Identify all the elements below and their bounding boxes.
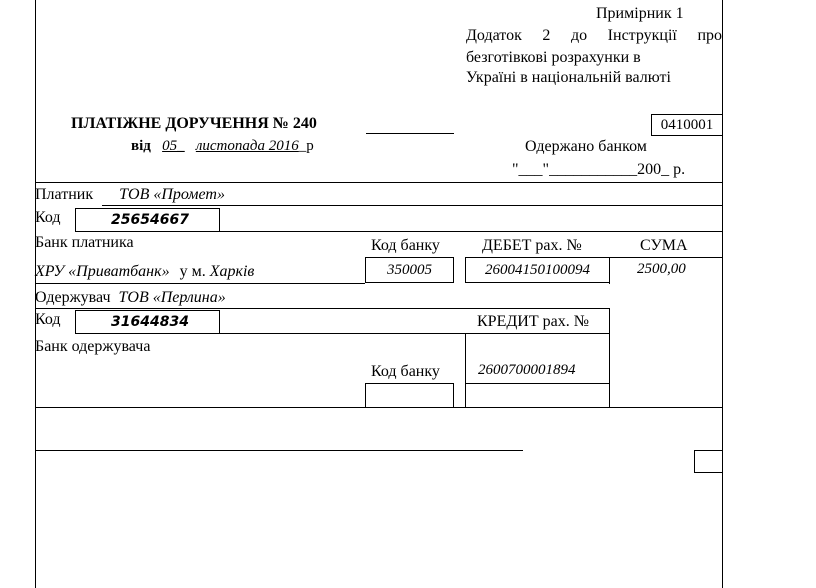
payee-row (35, 289, 226, 307)
form-code-box (651, 114, 723, 136)
payer-code-underline (220, 231, 722, 232)
payer-row (35, 186, 225, 204)
payee-code-underline (220, 333, 610, 334)
debit-account-header: ДЕБЕТ рах. № (482, 237, 582, 254)
credit-account: 2600700001894 (478, 362, 576, 378)
payer-label: Платник (35, 186, 94, 203)
payee-bank-code-header: Код банку (371, 363, 440, 380)
date-month-year: листопада 2016 (195, 138, 299, 154)
date-day: 05_ (162, 138, 185, 154)
payer-bank-city-prefix: у м. (179, 263, 206, 280)
payer-code-box (75, 208, 220, 232)
document-date (131, 138, 314, 155)
payee-name: ТОВ «Перлина» (118, 289, 226, 306)
section-top-line (35, 182, 722, 183)
payer-bank-row (35, 263, 254, 281)
payer-bank-city: Харків (209, 263, 255, 280)
appendix-line-1: Додаток 2 до Інструкції про (466, 27, 722, 44)
payer-name: ТОВ «Промет» (119, 186, 225, 203)
payer-bank-name: ХРУ «Приватбанк» (35, 263, 170, 280)
sum-column-left (609, 257, 610, 284)
payee-code-box (75, 310, 220, 334)
payee-bank-label: Банк одержувача (35, 338, 151, 355)
number-underline (366, 133, 454, 134)
debit-account: 26004150100094 (485, 262, 590, 278)
payer-name-underline (102, 205, 722, 206)
date-suffix: _р (298, 138, 314, 154)
payer-bank-code-box (365, 257, 454, 283)
payee-bank-code-box (365, 383, 454, 408)
purpose-line (35, 450, 523, 451)
payer-bank-underline (35, 283, 365, 284)
debit-account-box (465, 257, 610, 283)
received-by-bank-label: Одержано банком (525, 138, 647, 155)
received-date-template: "___"___________200_ р. (512, 161, 686, 178)
frame-right-border (722, 0, 723, 588)
form-code: 0410001 (660, 117, 714, 133)
sum-header: СУМА (640, 237, 688, 254)
credit-box-left (465, 333, 466, 383)
payee-name-underline (35, 308, 610, 309)
payer-bank-code: 350005 (387, 262, 432, 278)
document-title: ПЛАТІЖНЕ ДОРУЧЕННЯ № 240 (71, 115, 317, 132)
credit-account-header: КРЕДИТ рах. № (477, 313, 589, 330)
payee-label: Одержувач (35, 289, 111, 306)
payer-code: 25654667 (111, 212, 189, 228)
payee-code-label: Код (35, 311, 61, 328)
date-prefix: від (131, 138, 151, 154)
payer-bank-code-header: Код банку (371, 237, 440, 254)
payer-code-label: Код (35, 209, 61, 226)
sum-value: 2500,00 (637, 261, 686, 277)
credit-account-box (465, 383, 610, 408)
payee-code: 31644834 (111, 314, 189, 330)
credit-box-right (609, 308, 610, 383)
sample-label: Примірник 1 (596, 5, 684, 22)
sum-top-line (610, 257, 722, 258)
small-empty-box (694, 450, 723, 473)
appendix-line-2: безготівкові розрахунки в (466, 49, 641, 66)
appendix-line-3: Україні в національній валюті (466, 69, 671, 86)
payer-bank-label: Банк платника (35, 234, 134, 251)
